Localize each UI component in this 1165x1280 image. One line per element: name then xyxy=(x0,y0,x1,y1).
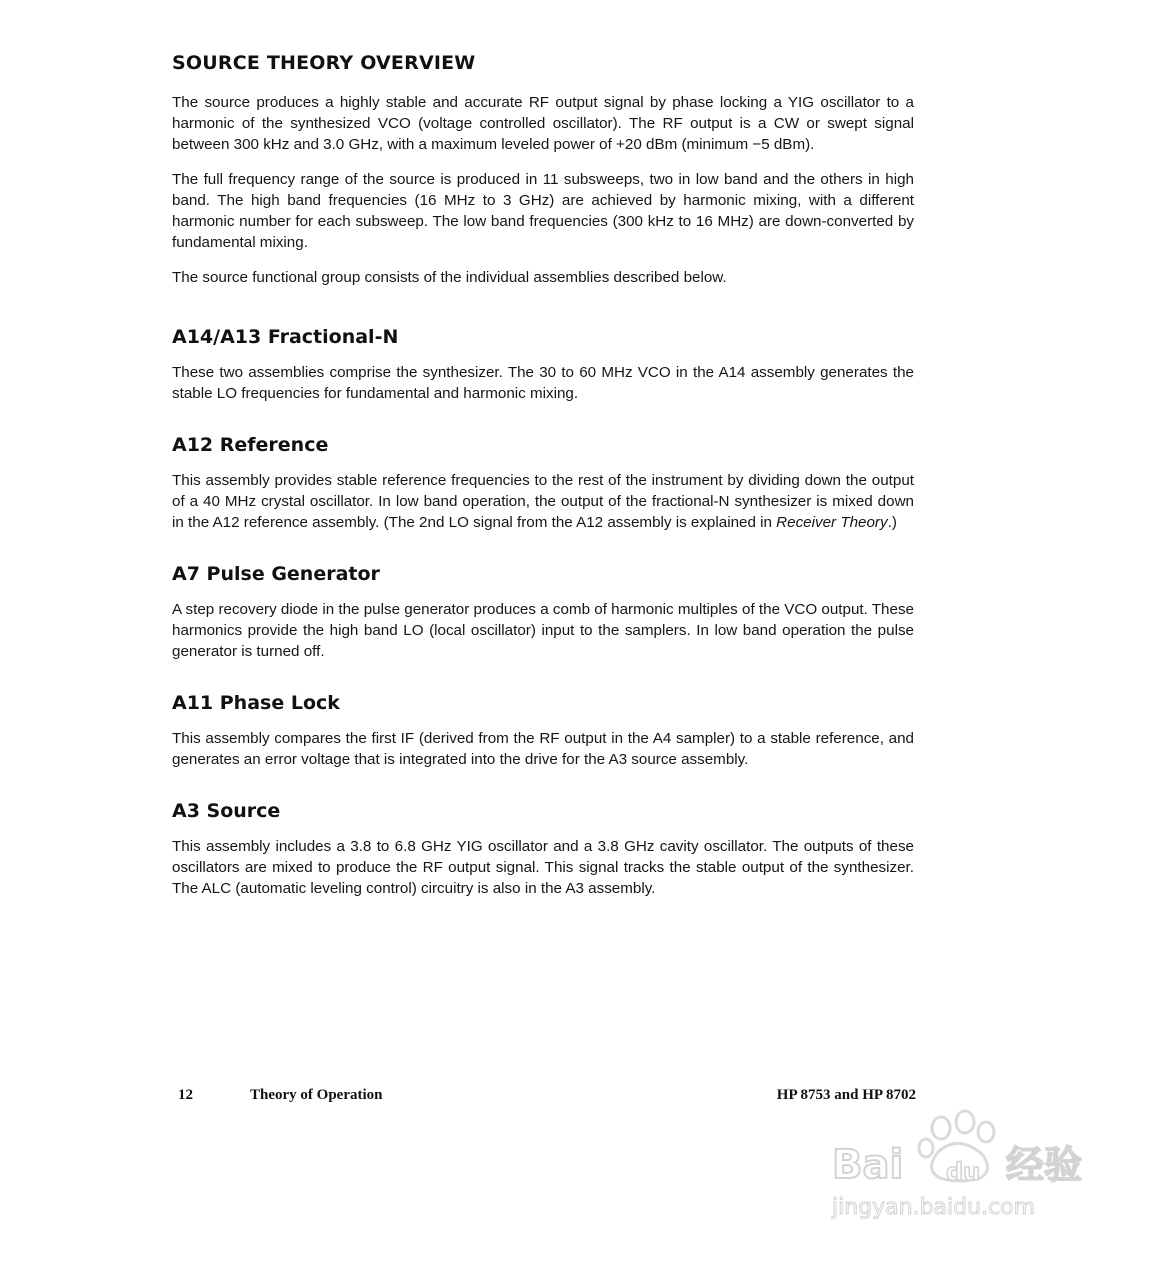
section-pulse-generator xyxy=(172,563,914,662)
model-name: HP 8753 and HP 8702 xyxy=(776,1087,916,1103)
section-body: This assembly includes a 3.8 to 6.8 GHz YIG oscillator and a 3.8 GHz cavity oscillator. The outputs of these oscillators are mixed to produce the RF output signal. This signal tracks the stable output of the synthesizer. The ALC (automatic leveling control) circuitry is also in the A3 assembly. xyxy=(172,838,914,897)
page-title: SOURCE THEORY OVERVIEW xyxy=(172,52,476,74)
section-a3-source xyxy=(172,800,914,899)
watermark-url-text: jingyan.baidu.com xyxy=(832,1195,1036,1220)
section-reference xyxy=(172,434,914,533)
watermark-brand-text: Bai xyxy=(832,1142,904,1188)
section-phase-lock xyxy=(172,692,914,770)
cross-reference-text: Receiver Theory xyxy=(776,514,888,531)
body-text-end: .) xyxy=(887,514,897,531)
section-body: This assembly compares the first IF (derived from the RF output in the A4 sampler) to a stable reference, and generates an error voltage that is integrated into the drive for the A3 source assembly. xyxy=(172,730,914,768)
document-page xyxy=(172,52,914,913)
svg-text:经验: 经验 xyxy=(1006,1143,1083,1187)
intro-paragraph-2: The full frequency range of the source is produced in 11 subsweeps, two in low band and the others in high band. The high band frequencies (16 MHz to 3 GHz) are achieved by harmonic mixing, with a different harmonic number for each subsweep. The low band frequencies (300 kHz to 16 MHz) are down-converted by fundamental mixing. xyxy=(172,171,914,251)
intro-paragraph-3: The source functional group consists of the individual assemblies described below. xyxy=(172,269,727,286)
section-heading: A7 Pulse Generator xyxy=(172,563,380,585)
section-heading: A11 Phase Lock xyxy=(172,692,340,714)
section-body: These two assemblies comprise the synthesizer. The 30 to 60 MHz VCO in the A14 assembly generates the stable LO frequencies for fundamental and harmonic mixing. xyxy=(172,364,914,402)
svg-text:du: du xyxy=(946,1158,981,1186)
intro-paragraph-1: The source produces a highly stable and accurate RF output signal by phase locking a YIG oscillator to a harmonic of the synthesized VCO (voltage controlled oscillator). The RF output is a CW or swept signal between 300 kHz and 3.0 GHz, with a maximum leveled power of +20 dBm (minimum −5 dBm). xyxy=(172,94,914,153)
section-heading: A3 Source xyxy=(172,800,281,822)
section-heading: A14/A13 Fractional-N xyxy=(172,326,399,348)
baidu-watermark-logo xyxy=(828,1108,1098,1228)
body-text: This assembly provides stable reference frequencies to the rest of the instrument by dividing down the output of a 40 MHz crystal oscillator. In low band operation, the output of the fractional-N synthesizer is mixed down in the A12 reference assembly. (The 2nd LO signal from the A12 assembly is explained in xyxy=(172,472,914,531)
chapter-title: Theory of Operation xyxy=(250,1087,383,1103)
page-number: 12 xyxy=(178,1087,193,1103)
section-body: A step recovery diode in the pulse generator produces a comb of harmonic multiples of the VCO output. These harmonics provide the high band LO (local oscillator) input to the samplers. In low band operation the pulse generator is turned off. xyxy=(172,601,914,660)
section-heading: A12 Reference xyxy=(172,434,329,456)
section-fractional-n xyxy=(172,326,914,404)
section-body xyxy=(172,470,914,533)
